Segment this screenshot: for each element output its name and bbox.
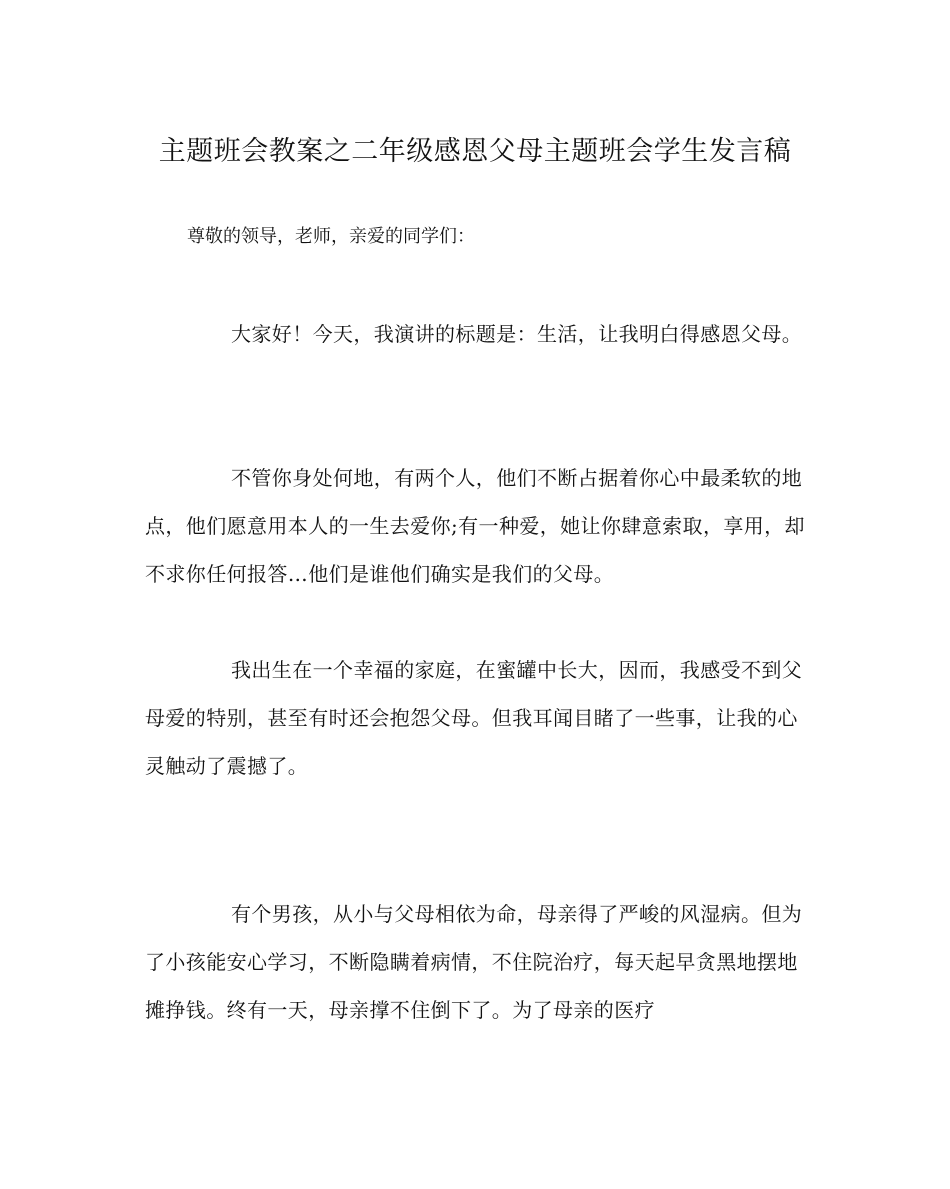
paragraph-parents-love: 不管你身处何地，有两个人，他们不断占据着你心中最柔软的地点，他们愿意用本人的一生去爱你;有一种爱，她让你肆意索取，享用，却不求你任何报答…他们是谁他们确实是我们的父母。 <box>145 466 805 586</box>
paragraph-boy-story: 有个男孩，从小与父母相依为命，母亲得了严峻的风湿病。但为了小孩能安心学习，不断隐瞒着病情，不住院治疗，每天起早贪黑地摆地摊挣钱。终有一天，母亲撑不住倒下了。为了母亲的医疗 <box>145 902 803 1022</box>
document-title: 主题班会教案之二年级感恩父母主题班会学生发言稿 <box>158 136 792 167</box>
salutation: 尊敬的领导，老师，亲爱的同学们： <box>187 226 475 247</box>
paragraph-family: 我出生在一个幸福的家庭，在蜜罐中长大，因而，我感受不到父母爱的特别，甚至有时还会抱怨父母。但我耳闻目睹了一些事，让我的心灵触动了震撼了。 <box>145 658 803 778</box>
paragraph-greeting: 大家好！今天，我演讲的标题是：生活，让我明白得感恩父母。 <box>231 322 803 346</box>
